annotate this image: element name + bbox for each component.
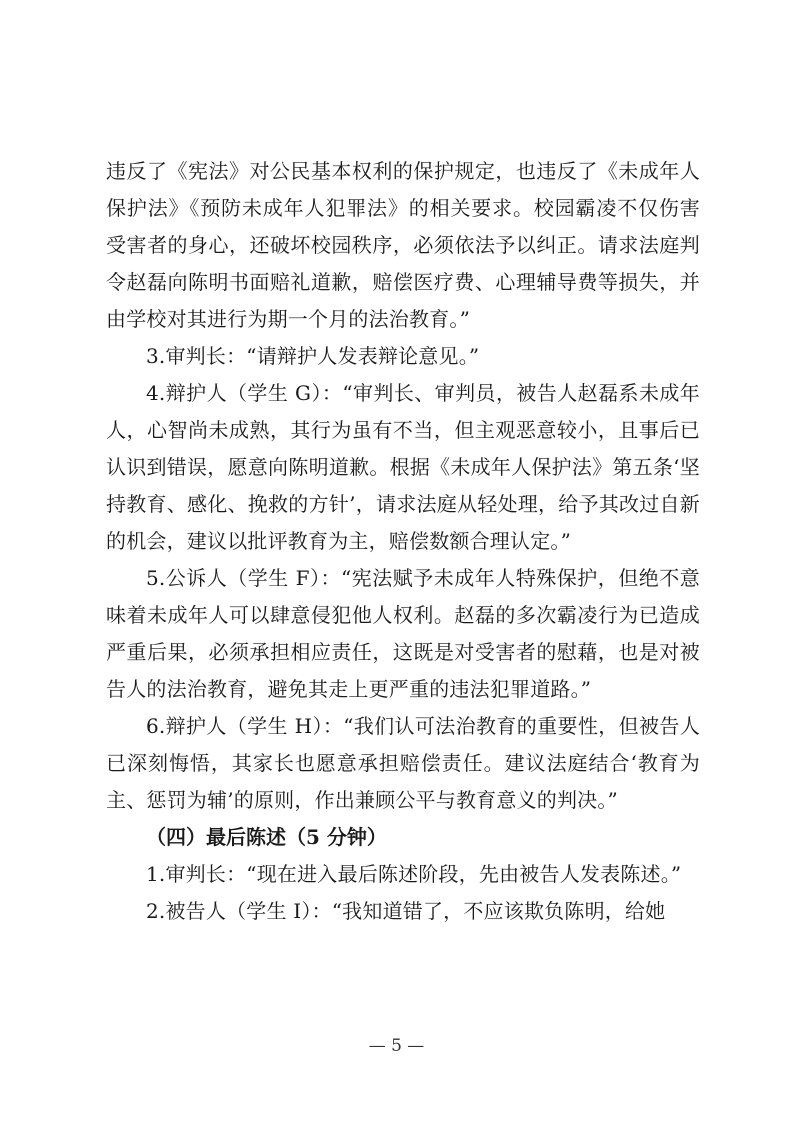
paragraph-defender-g: 4.辩护人（学生 G）：“审判长、审判员，被告人赵磊系未成年人，心智尚未成熟，其行为虽有不当，但主观恶意较小，且事后已认识到错误，愿意向陈明道歉。根据《未成年人保护法》第五条‘坚持教育、感化、挽救的方针’，请求法庭从轻处理，给予其改过自新的机会，建议以批评教育为主，赔偿数额合理认定。” <box>106 381 700 553</box>
paragraph-defendant-i: 2.被告人（学生 I）：“我知道错了，不应该欺负陈明，给她 <box>146 899 666 923</box>
section-heading-final-statement: （四）最后陈述（5 分钟） <box>146 825 387 849</box>
paragraph-prosecution-conclusion: 违反了《宪法》对公民基本权利的保护规定，也违反了《未成年人保护法》《预防未成年人犯罪法》的相关要求。校园霸凌不仅伤害受害者的身心，还破坏校园秩序，必须依法予以纠正。请求法庭判令赵磊向陈明书面赔礼道歉，赔偿医疗费、心理辅导费等损失，并由学校对其进行为期一个月的法治教育。” <box>106 159 700 331</box>
page-number: — 5 — <box>368 1036 425 1056</box>
paragraph-prosecutor-f: 5.公诉人（学生 F）：“宪法赋予未成年人特殊保护，但绝不意味着未成年人可以肆意侵犯他人权利。赵磊的多次霸凌行为已造成严重后果，必须承担相应责任，这既是对受害者的慰藉，也是对被告人的法治教育，避免其走上更严重的违法犯罪道路。” <box>106 566 700 701</box>
paragraph-defender-h: 6.辩护人（学生 H）：“我们认可法治教育的重要性，但被告人已深刻悔悟，其家长也愿意承担赔偿责任。建议法庭结合‘教育为主、惩罚为辅’的原则，作出兼顾公平与教育意义的判决。” <box>106 714 700 812</box>
paragraph-judge-request-defense: 3.审判长：“请辩护人发表辩论意见。” <box>146 344 480 368</box>
document-body <box>106 153 700 930</box>
paragraph-judge-final-statement: 1.审判长：“现在进入最后陈述阶段，先由被告人发表陈述。” <box>146 862 682 886</box>
